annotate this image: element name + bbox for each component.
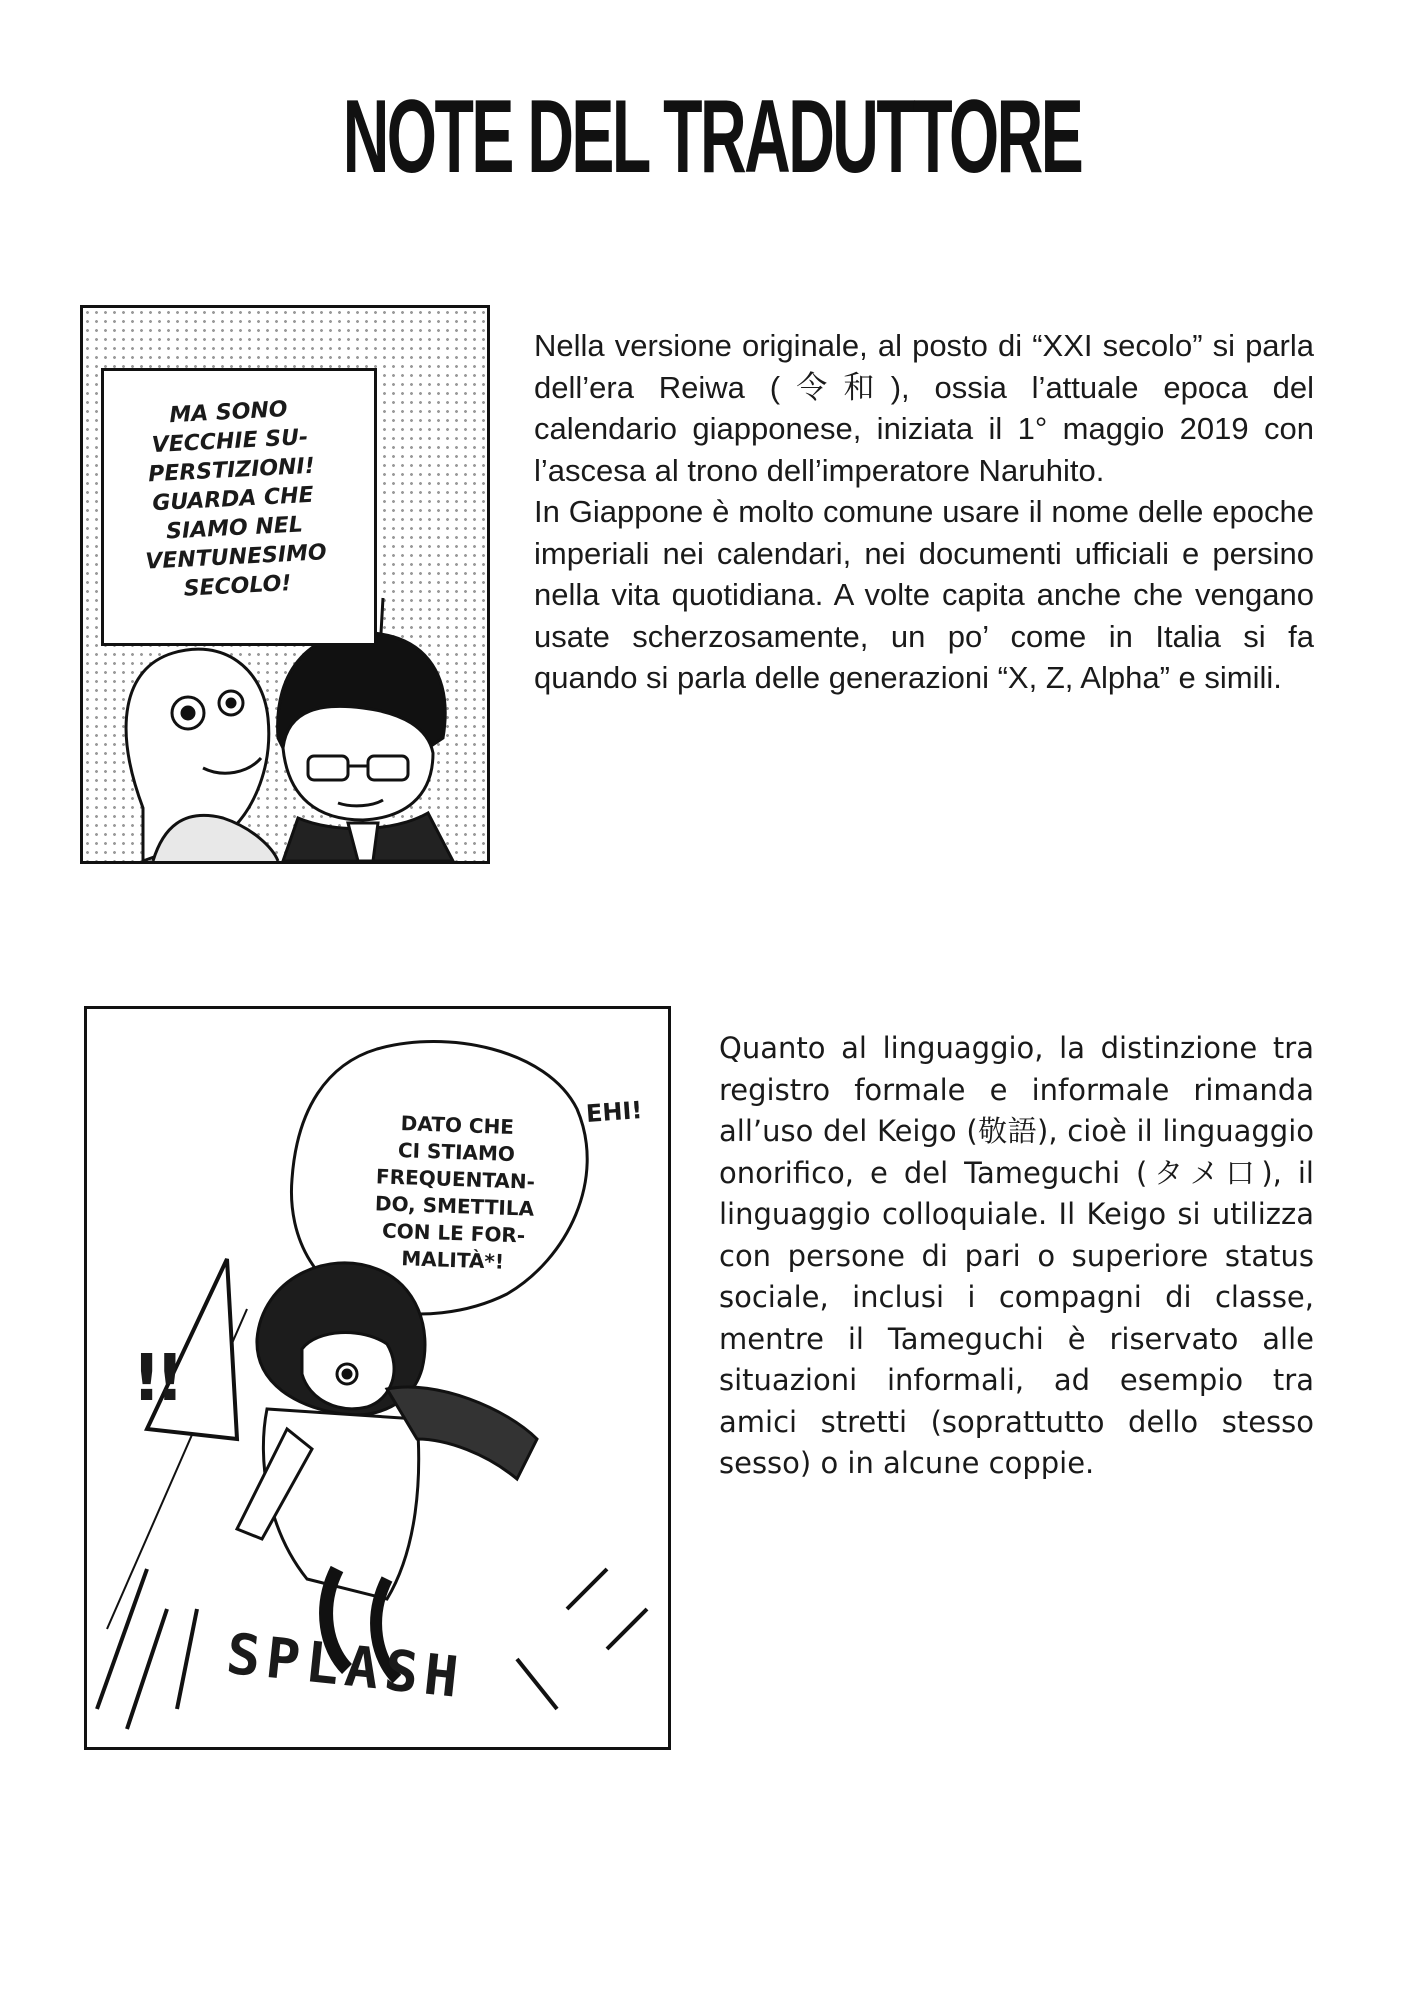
ehi-exclamation: EHI! <box>585 1096 644 1128</box>
caption-text: MA SONO VECCHIE SU- PERSTIZIONI! GUARDA CHE SIAMO NEL VENTUNESIMO SECOLO! <box>144 397 328 602</box>
translator-note-keigo <box>719 1028 1314 1485</box>
speech-bubble-text: DATO CHE CI STIAMO FREQUENTAN- DO, SMETTILA CON LE FOR- MALITÀ*! <box>374 1111 536 1274</box>
splash-sound-effect: SPLASH <box>223 1621 468 1712</box>
bald-character-drawing <box>126 649 278 861</box>
girl-character-drawing <box>237 1263 537 1599</box>
note1-paragraph: In Giappone è molto comune usare il nome delle epoche imperiali nei calendari, nei documenti ufficiali e persino nella vita quotidiana. A volte capita anche che vengano usate scherzosamente, un po’ come in Italia si fa quando si parla delle generazioni “X, Z, Alpha” e simili. <box>534 494 1314 695</box>
bang-exclamation: !! <box>132 1342 179 1416</box>
translator-note-reiwa <box>534 325 1314 699</box>
note1-paragraph: Nella versione originale, al posto di “XXI secolo” si parla dell’era Reiwa (令和), ossia l’attuale epoca del calendario giapponese, iniziata il 1° maggio 2019 con l’ascesa al trono dell’imperatore Naruhito. <box>534 328 1314 488</box>
note2-paragraph: Quanto al linguaggio, la distinzione tra registro formale e informale rimanda all’uso del Keigo (敬語), cioè il linguaggio onorifico, e del Tameguchi (タメ口), il linguaggio colloquiale. Il Keigo si utilizza con persone di pari o superiore status sociale, inclusi i compagni di classe, mentre il Tameguchi è riservato alle situazioni informali, ad esempio tra amici stretti (soprattutto dello stesso sesso) o in alcune coppie. <box>719 1031 1314 1480</box>
page-title: NOTE DEL TRADUTTORE <box>342 79 1082 195</box>
